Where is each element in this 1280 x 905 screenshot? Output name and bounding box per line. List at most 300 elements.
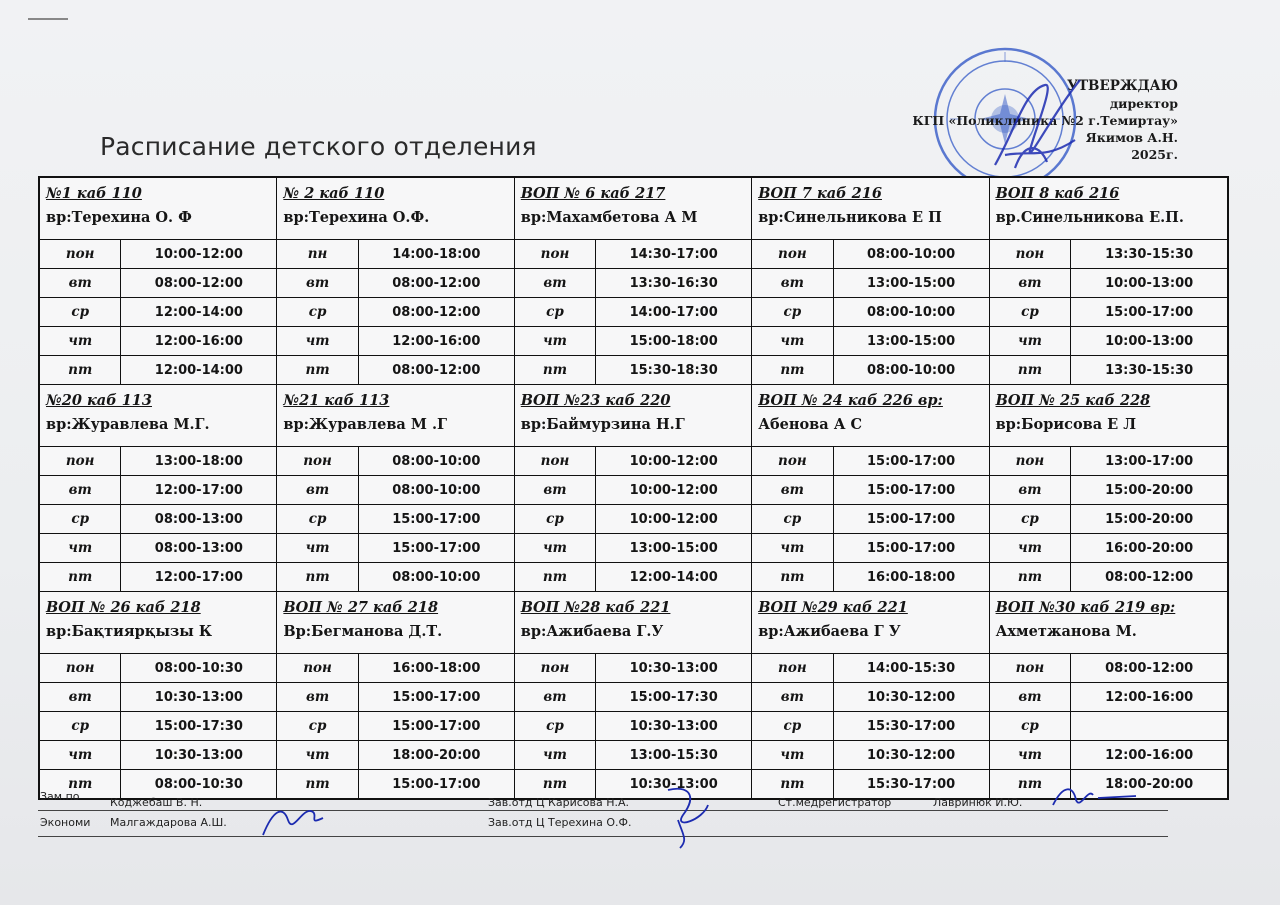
doctor-name: Ахметжанова М. [995,623,1137,640]
registrar-signature [1048,780,1138,810]
time-cell: 08:00-12:00 [1105,569,1194,585]
cabinet-label: ВОП №23 каб 220 [520,392,671,409]
schedule-row [752,654,988,683]
cabinet-label: ВОП № 24 каб 226 вр: [758,392,943,409]
weekday-cell: пт [40,563,121,591]
schedule-row [990,447,1227,476]
cabinet-label: ВОП №30 каб 219 вр: [995,599,1176,616]
schedule-row [990,534,1227,563]
doctor-block [515,385,751,592]
cabinet-label: №21 каб 113 [283,392,390,409]
schedule-row [277,654,513,683]
doctor-block [40,178,276,385]
time-cell: 13:00-15:30 [629,747,718,763]
doctor-name: Абенова А С [758,416,863,433]
time-cell: 12:00-16:00 [1105,689,1194,705]
page-title: Расписание детского отделения [100,132,537,161]
schedule-row [40,683,276,712]
weekday-cell: пон [752,654,833,682]
pen-mark [28,18,68,20]
weekday-cell: вт [40,683,121,711]
weekday-cell: ср [515,712,596,740]
weekday-cell: пт [277,563,358,591]
schedule-row [277,327,513,356]
weekday-cell: пон [990,654,1072,682]
time-cell: 14:30-17:00 [629,246,718,262]
cabinet-label: ВОП 7 каб 216 [758,185,882,202]
schedule-row [277,356,513,385]
schedule-row [515,269,751,298]
approval-organization: КГП «Поликлиника №2 г.Темиртау» [912,113,1178,128]
weekday-cell: чт [752,741,833,769]
time-cell: 10:30-13:00 [154,747,243,763]
time-cell: 16:00-18:00 [392,660,481,676]
weekday-cell: ср [40,298,121,326]
time-cell: 13:30-16:30 [629,275,718,291]
footer-head-2: Зав.отд Ц Терехина О.Ф. [488,816,632,829]
schedule-row [40,654,276,683]
footer-name-economist: Малгаждарова А.Ш. [110,816,227,829]
schedule-column [752,178,989,798]
schedule-row [752,712,988,741]
time-cell: 08:00-13:00 [154,540,243,556]
weekday-cell: вт [752,269,833,297]
approval-year: 2025г. [1131,147,1178,162]
time-cell: 12:00-16:00 [154,333,243,349]
schedule-row [515,327,751,356]
time-cell: 13:00-15:00 [867,275,956,291]
time-cell: 15:00-20:00 [1105,482,1194,498]
time-cell: 15:30-18:30 [629,362,718,378]
schedule-row [277,683,513,712]
time-cell: 08:00-12:00 [392,304,481,320]
schedule-row [515,240,751,269]
schedule-row [752,563,988,592]
weekday-cell: пт [40,356,121,384]
weekday-cell: ср [277,505,358,533]
schedule-row [515,534,751,563]
approval-heading: УТВЕРЖДАЮ [1067,78,1178,94]
schedule-row [515,654,751,683]
time-cell: 10:30-13:00 [629,776,718,792]
footer-signatures [38,788,1168,838]
doctor-header [990,592,1227,654]
schedule-row [277,298,513,327]
schedule-row [40,505,276,534]
weekday-cell: чт [40,741,121,769]
weekday-cell: ср [752,712,833,740]
schedule-column [515,178,752,798]
weekday-cell: вт [515,269,596,297]
doctor-block [990,385,1227,592]
schedule-row [990,476,1227,505]
time-cell: 08:00-10:00 [867,304,956,320]
weekday-cell: ср [40,505,121,533]
weekday-cell: пт [515,356,596,384]
schedule-row [990,683,1227,712]
weekday-cell: пн [277,240,358,268]
schedule-row [277,269,513,298]
time-cell: 08:00-10:00 [392,569,481,585]
weekday-cell: вт [277,476,358,504]
time-cell: 12:00-14:00 [154,362,243,378]
weekday-cell: чт [752,327,833,355]
time-cell: 08:00-10:00 [392,453,481,469]
schedule-row [40,240,276,269]
weekday-cell: вт [990,476,1072,504]
doctor-name: вр:Терехина О.Ф. [283,209,430,226]
time-cell: 15:00-17:30 [629,689,718,705]
weekday-cell: чт [277,534,358,562]
weekday-cell: чт [277,741,358,769]
doctor-block [277,178,513,385]
time-cell: 10:00-13:00 [1105,333,1194,349]
time-cell: 10:30-13:00 [629,660,718,676]
schedule-row [515,476,751,505]
time-cell: 14:00-18:00 [392,246,481,262]
doctor-name: вр:Баймурзина Н.Г [520,416,685,433]
weekday-cell: пт [752,356,833,384]
weekday-cell: вт [990,269,1072,297]
weekday-cell: пт [515,770,596,798]
weekday-cell: вт [40,476,121,504]
doctor-header [277,592,513,654]
doctor-block [752,178,988,385]
weekday-cell: пт [40,770,121,798]
cabinet-label: № 2 каб 110 [283,185,385,202]
schedule-row [277,741,513,770]
weekday-cell: ср [277,712,358,740]
schedule-row [277,476,513,505]
schedule-row [752,683,988,712]
doctor-header [40,178,276,240]
time-cell: 10:00-12:00 [629,482,718,498]
doctor-block [752,385,988,592]
weekday-cell: пон [515,654,596,682]
footer-label-economist: Экономи [40,816,91,829]
doctor-header [515,385,751,447]
schedule-row [990,654,1227,683]
schedule-row [40,534,276,563]
time-cell: 12:00-16:00 [1105,747,1194,763]
doctor-name: вр:Бақтиярқызы К [46,623,213,640]
time-cell: 08:00-12:00 [392,362,481,378]
time-cell: 18:00-20:00 [1105,776,1194,792]
cabinet-label: ВОП № 6 каб 217 [520,185,666,202]
time-cell [1071,712,1227,740]
doctor-block [515,592,751,798]
time-cell: 15:00-17:00 [867,482,956,498]
weekday-cell: пон [752,240,833,268]
time-cell: 15:00-20:00 [1105,511,1194,527]
doctor-header [40,385,276,447]
schedule-row [515,298,751,327]
schedule-row [40,447,276,476]
time-cell: 08:00-12:00 [1105,660,1194,676]
time-cell: 18:00-20:00 [392,747,481,763]
schedule-row [277,240,513,269]
schedule-row [515,447,751,476]
time-cell: 15:00-17:00 [392,689,481,705]
doctor-name: вр:Журавлева М .Г [283,416,447,433]
time-cell: 13:00-17:00 [1105,453,1194,469]
time-cell: 15:00-17:00 [867,540,956,556]
footer-head-1: Зав.отд Ц Карисова Н.А. [488,796,630,809]
doctor-block [752,592,988,798]
weekday-cell: чт [990,741,1072,769]
doctor-name: Вр:Бегманова Д.Т. [283,623,443,640]
schedule-row [277,563,513,592]
footer-name-deputy: Коджебаш В. Н. [110,796,203,809]
time-cell: 16:00-18:00 [867,569,956,585]
time-cell: 10:00-12:00 [629,511,718,527]
schedule-column [40,178,277,798]
time-cell: 15:00-17:00 [392,540,481,556]
schedule-row [752,476,988,505]
time-cell: 10:30-13:00 [154,689,243,705]
doctor-name: вр.Синельникова Е.П. [995,209,1184,226]
weekday-cell: вт [752,476,833,504]
weekday-cell: чт [990,534,1072,562]
doctor-header [752,385,988,447]
weekday-cell: пт [277,356,358,384]
time-cell: 12:00-17:00 [154,569,243,585]
schedule-row [990,712,1227,741]
weekday-cell: чт [515,741,596,769]
weekday-cell: ср [990,712,1072,740]
time-cell: 13:00-15:00 [867,333,956,349]
weekday-cell: пт [990,356,1072,384]
weekday-cell: пон [40,447,121,475]
time-cell: 15:00-17:30 [154,718,243,734]
time-cell: 15:30-17:00 [867,718,956,734]
director-signature [985,70,1095,180]
weekday-cell: чт [990,327,1072,355]
schedule-row [990,327,1227,356]
weekday-cell: чт [277,327,358,355]
doctor-header [752,178,988,240]
doctor-header [990,385,1227,447]
weekday-cell: чт [40,327,121,355]
weekday-cell: вт [515,476,596,504]
schedule-row [40,269,276,298]
time-cell: 15:00-17:00 [867,511,956,527]
weekday-cell: чт [515,534,596,562]
schedule-row [752,298,988,327]
weekday-cell: пт [990,770,1072,798]
weekday-cell: ср [752,505,833,533]
weekday-cell: ср [990,298,1072,326]
time-cell: 14:00-15:30 [867,660,956,676]
time-cell: 15:30-17:00 [867,776,956,792]
cabinet-label: ВОП №28 каб 221 [520,599,671,616]
time-cell: 08:00-12:00 [154,275,243,291]
schedule-row [40,476,276,505]
doctor-name: вр:Ажибаева Г.У [520,623,664,640]
time-cell: 10:00-12:00 [629,453,718,469]
schedule-row [40,298,276,327]
time-cell: 08:00-13:00 [154,511,243,527]
doctor-name: вр:Терехина О. Ф [46,209,192,226]
schedule-row [752,534,988,563]
time-cell: 10:00-12:00 [154,246,243,262]
footer-label-registrar: Ст.медрегистратор [778,796,892,809]
cabinet-label: №1 каб 110 [46,185,142,202]
weekday-cell: пон [515,447,596,475]
time-cell: 13:30-15:30 [1105,246,1194,262]
time-cell: 08:00-10:00 [392,482,481,498]
time-cell: 12:00-14:00 [629,569,718,585]
schedule-row [40,327,276,356]
weekday-cell: пон [990,447,1072,475]
time-cell: 15:00-17:00 [867,453,956,469]
schedule-row [40,563,276,592]
time-cell: 15:00-17:00 [1105,304,1194,320]
doctor-block [990,178,1227,385]
doctor-block [277,385,513,592]
doctor-header [515,178,751,240]
schedule-row [515,683,751,712]
time-cell: 15:00-17:00 [392,776,481,792]
weekday-cell: вт [752,683,833,711]
time-cell: 08:00-10:00 [867,362,956,378]
schedule-row [752,269,988,298]
weekday-cell: пт [990,563,1072,591]
approval-position: директор [1109,96,1178,111]
weekday-cell: пон [277,654,358,682]
schedule-row [990,741,1227,770]
schedule-row [752,356,988,385]
schedule-row [515,741,751,770]
schedule-row [515,712,751,741]
time-cell: 15:00-17:00 [392,718,481,734]
doctor-name: вр:Борисова Е Л [995,416,1137,433]
schedule-grid [38,176,1229,800]
doctor-block [277,592,513,798]
head-signature [658,780,718,850]
weekday-cell: чт [752,534,833,562]
schedule-column [990,178,1227,798]
doctor-header [40,592,276,654]
footer-name-registrar: Лавринюк И.Ю. [933,796,1023,809]
schedule-row [752,741,988,770]
time-cell: 15:00-17:00 [392,511,481,527]
doctor-name: вр:Махамбетова А М [520,209,698,226]
doctor-block [515,178,751,385]
cabinet-label: ВОП № 26 каб 218 [46,599,201,616]
time-cell: 08:00-12:00 [392,275,481,291]
doctor-block [990,592,1227,798]
schedule-row [990,356,1227,385]
time-cell: 13:00-15:00 [629,540,718,556]
weekday-cell: пт [752,770,833,798]
doctor-header [515,592,751,654]
weekday-cell: пт [515,563,596,591]
time-cell: 10:30-12:00 [867,747,956,763]
weekday-cell: пон [277,447,358,475]
approval-signer: Якимов А.Н. [1085,130,1178,145]
schedule-row [990,269,1227,298]
weekday-cell: вт [277,683,358,711]
doctor-header [990,178,1227,240]
time-cell: 08:00-10:30 [154,776,243,792]
doctor-name: вр:Журавлева М.Г. [46,416,210,433]
time-cell: 10:30-12:00 [867,689,956,705]
cabinet-label: №20 каб 113 [46,392,152,409]
weekday-cell: ср [40,712,121,740]
time-cell: 13:30-15:30 [1105,362,1194,378]
schedule-row [752,447,988,476]
weekday-cell: ср [277,298,358,326]
doctor-header [277,385,513,447]
schedule-row [990,505,1227,534]
cabinet-label: ВОП № 25 каб 228 [995,392,1151,409]
cabinet-label: ВОП 8 каб 216 [995,185,1120,202]
weekday-cell: ср [515,298,596,326]
time-cell: 10:30-13:00 [629,718,718,734]
schedule-row [752,327,988,356]
schedule-row [277,447,513,476]
time-cell: 15:00-18:00 [629,333,718,349]
time-cell: 12:00-16:00 [392,333,481,349]
time-cell: 10:00-13:00 [1105,275,1194,291]
weekday-cell: вт [515,683,596,711]
cabinet-label: ВОП № 27 каб 218 [283,599,439,616]
doctor-header [752,592,988,654]
schedule-row [277,534,513,563]
schedule-row [990,563,1227,592]
doctor-name: вр:Ажибаева Г У [758,623,901,640]
schedule-row [515,563,751,592]
weekday-cell: пт [752,563,833,591]
weekday-cell: пон [40,240,121,268]
schedule-row [277,712,513,741]
weekday-cell: ср [515,505,596,533]
schedule-row [752,240,988,269]
schedule-row [40,741,276,770]
weekday-cell: вт [40,269,121,297]
schedule-row [752,505,988,534]
doctor-block [40,592,276,798]
weekday-cell: пт [277,770,358,798]
weekday-cell: вт [990,683,1072,711]
schedule-row [40,356,276,385]
doctor-block [40,385,276,592]
schedule-row [990,298,1227,327]
weekday-cell: вт [277,269,358,297]
doctor-name: вр:Синельникова Е П [758,209,942,226]
weekday-cell: ср [752,298,833,326]
schedule-row [40,712,276,741]
time-cell: 12:00-17:00 [154,482,243,498]
economist-signature [258,800,328,840]
schedule-row [515,505,751,534]
time-cell: 08:00-10:30 [154,660,243,676]
time-cell: 16:00-20:00 [1105,540,1194,556]
weekday-cell: пон [515,240,596,268]
doctor-header [277,178,513,240]
cabinet-label: ВОП №29 каб 221 [758,599,908,616]
schedule-column [277,178,514,798]
schedule-row [277,505,513,534]
time-cell: 12:00-14:00 [154,304,243,320]
weekday-cell: чт [40,534,121,562]
schedule-row [515,356,751,385]
time-cell: 13:00-18:00 [154,453,243,469]
time-cell: 08:00-10:00 [867,246,956,262]
footer-label-deputy: Зам.по [40,790,80,803]
weekday-cell: ср [990,505,1072,533]
